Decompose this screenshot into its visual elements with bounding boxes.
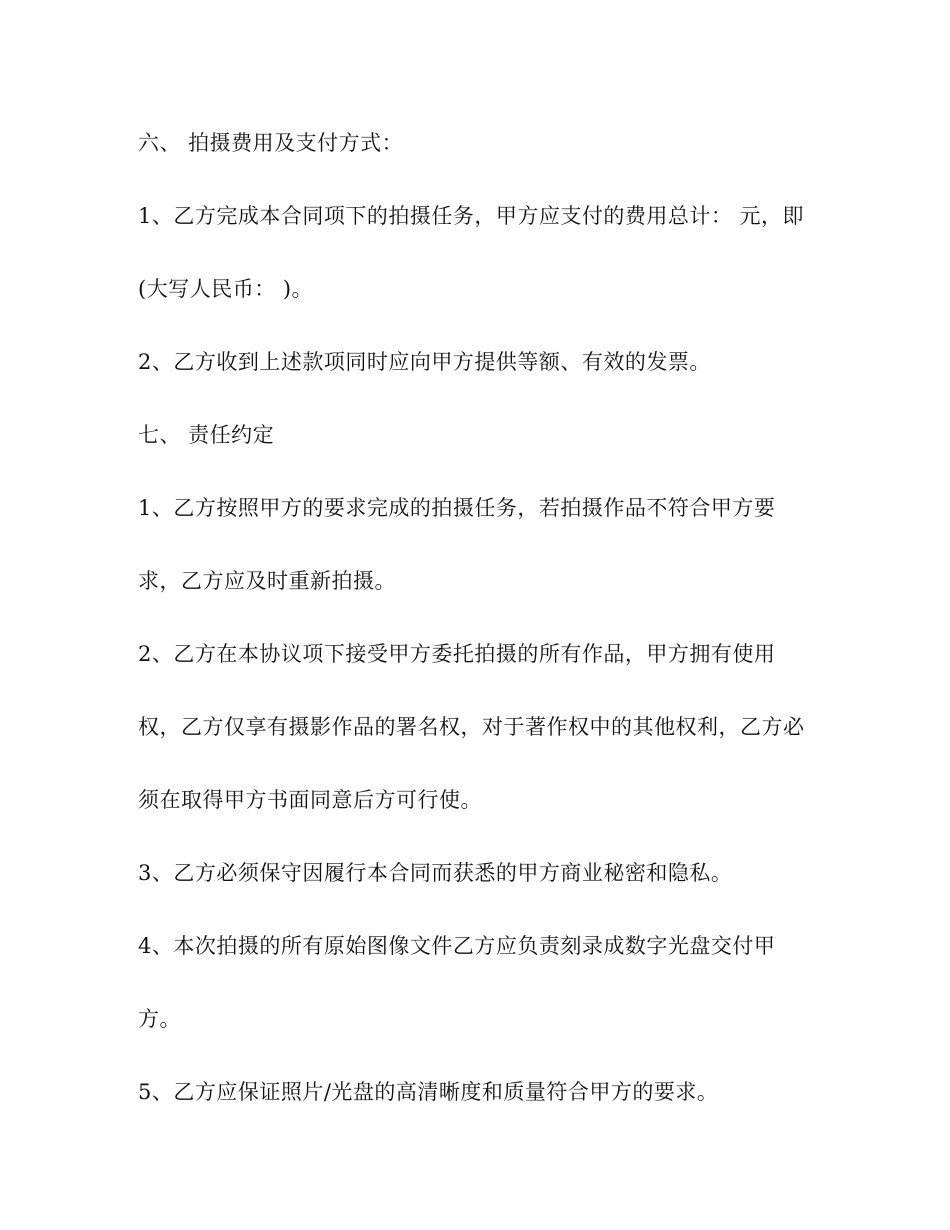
paragraph-line: 权，乙方仅享有摄影作品的署名权，对于著作权中的其他权利，乙方必: [138, 715, 805, 739]
paragraph-line: 5、乙方应保证照片/光盘的高清晰度和质量符合甲方的要求。: [138, 1080, 719, 1104]
section-heading-responsibility: 七、 责任约定: [138, 423, 275, 447]
paragraph-line: 1、乙方按照甲方的要求完成的拍摄任务，若拍摄作品不符合甲方要: [138, 496, 776, 520]
paragraph-line: 须在取得甲方书面同意后方可行使。: [138, 788, 482, 812]
section-heading-payment: 六、 拍摄费用及支付方式：: [138, 131, 404, 155]
paragraph-line: 4、本次拍摄的所有原始图像文件乙方应负责刻录成数字光盘交付甲: [138, 934, 776, 958]
paragraph-line: 1、乙方完成本合同项下的拍摄任务，甲方应支付的费用总计： 元，即: [138, 204, 805, 228]
paragraph-line: 2、乙方在本协议项下接受甲方委托拍摄的所有作品，甲方拥有使用: [138, 642, 776, 666]
paragraph-line: 2、乙方收到上述款项同时应向甲方提供等额、有效的发票。: [138, 350, 711, 374]
paragraph-line: (大写人民币： )。: [138, 277, 314, 301]
paragraph-line: 3、乙方必须保守因履行本合同而获悉的甲方商业秘密和隐私。: [138, 861, 733, 885]
paragraph-line: 方。: [138, 1007, 181, 1031]
paragraph-line: 求，乙方应及时重新拍摄。: [138, 569, 396, 593]
